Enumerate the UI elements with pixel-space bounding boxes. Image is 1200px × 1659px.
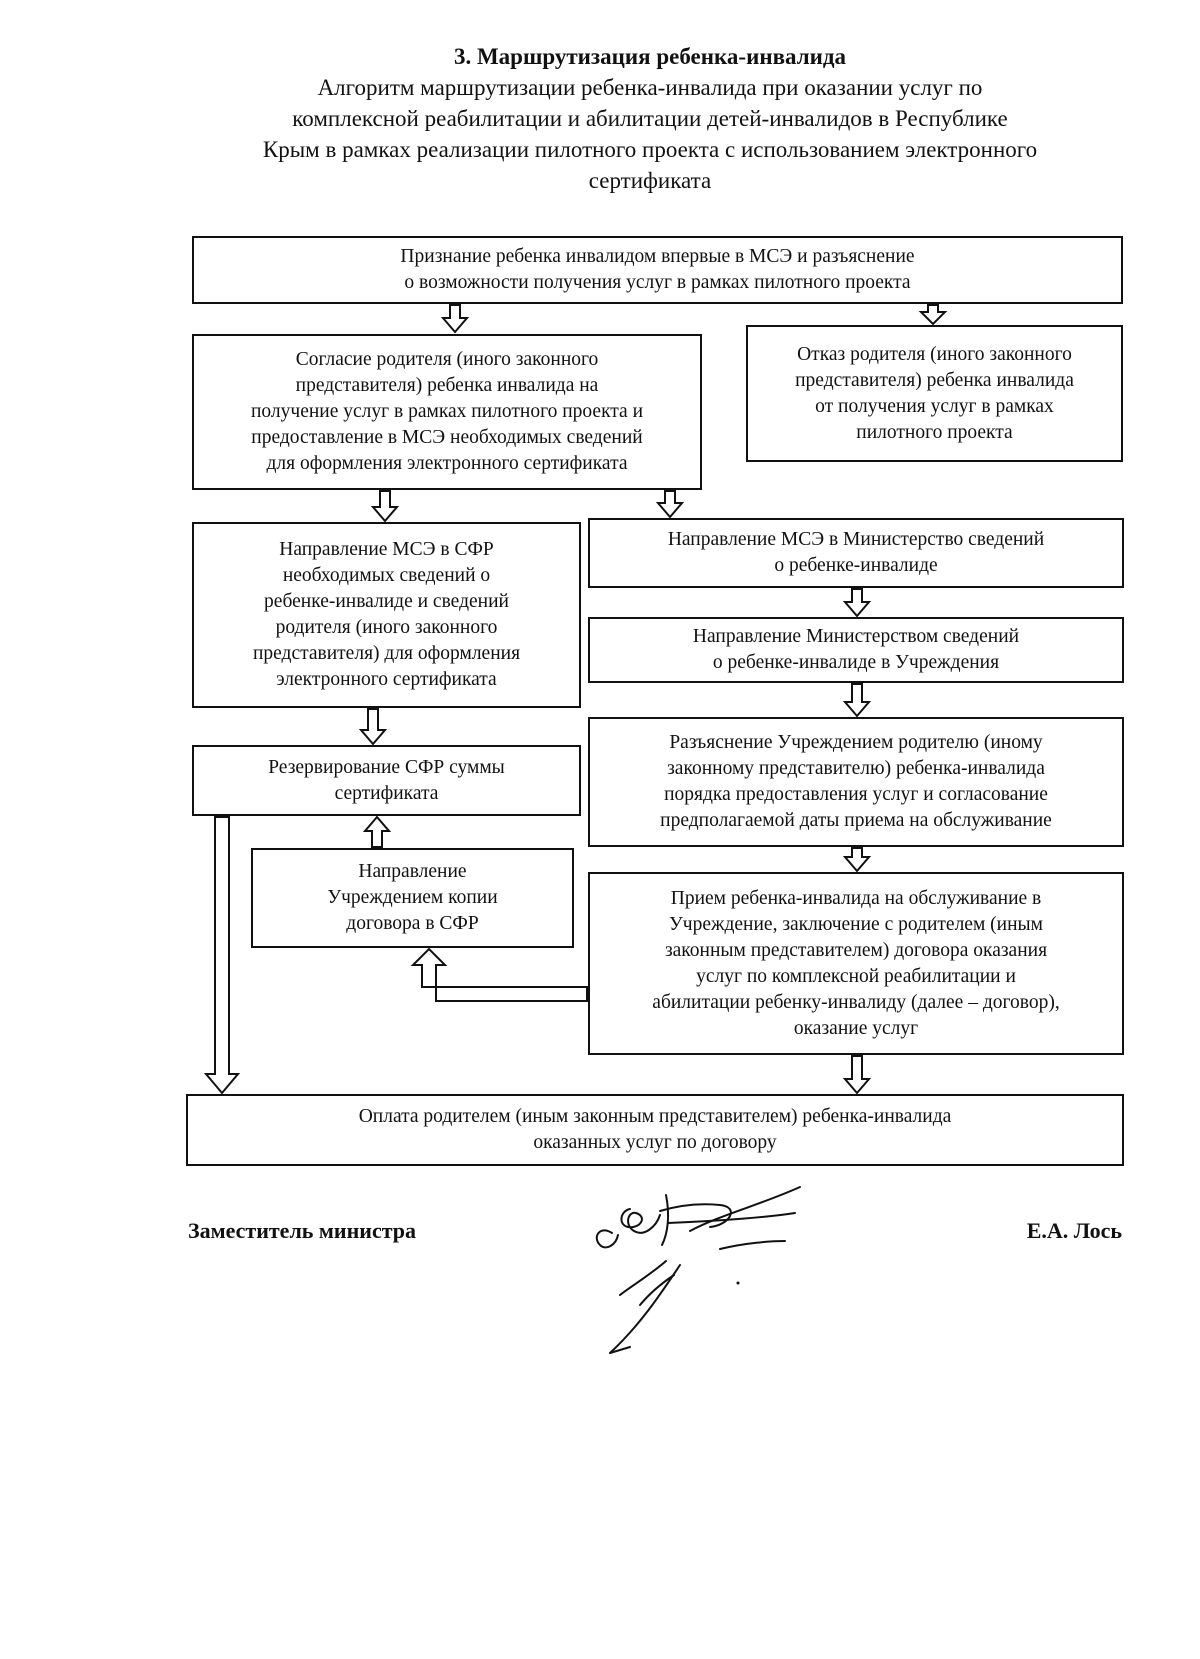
signatory-position: Заместитель министра	[188, 1218, 417, 1243]
box-consent: Согласие родителя (иного законного представителя) ребенка инвалида на получение услуг в рамках пилотного проекта и предоставление в МСЭ необходимых сведений для оформления электронного сертификата	[192, 334, 702, 490]
box-mse-to-ministry: Направление МСЭ в Министерство сведений о ребенке-инвалиде	[588, 518, 1124, 588]
arrow-recognition-to-refusal	[921, 305, 945, 324]
arrow-contract-to-reservation	[365, 817, 389, 847]
box-recognition: Признание ребенка инвалидом впервые в МСЭ и разъяснение о возможности получения услуг в рамках пилотного проекта	[192, 236, 1123, 304]
arrow-explanation-to-admission	[845, 848, 869, 871]
section-title: 3. Маршрутизация ребенка-инвалида	[453, 44, 847, 69]
subtitle-line-1: Алгоритм маршрутизации ребенка-инвалида при оказании услуг по	[317, 75, 983, 100]
arrow-admission-to-contract	[413, 949, 587, 1001]
box-contract-copy: Направление Учреждением копии договора в СФР	[251, 848, 574, 948]
subtitle-line-2: комплексной реабилитации и абилитации детей-инвалидов в Республике	[292, 106, 1008, 131]
box-reservation: Резервирование СФР суммы сертификата	[192, 745, 581, 816]
signatory-name: Е.А. Лось	[1026, 1218, 1122, 1243]
box-ministry-to-institutions: Направление Министерством сведений о ребенке-инвалиде в Учреждения	[588, 617, 1124, 683]
arrow-consent-to-mse-sfr	[373, 491, 397, 521]
document-heading	[140, 42, 1160, 196]
arrow-ministry-1	[845, 589, 869, 616]
handwritten-signature	[570, 1175, 850, 1355]
box-admission: Прием ребенка-инвалида на обслуживание в Учреждение, заключение с родителем (иным законным представителем) договора оказания услуг по комплексной реабилитации и абилитации ребенку-инвалиду (далее – договор), оказание услуг	[588, 872, 1124, 1055]
box-refusal: Отказ родителя (иного законного представителя) ребенка инвалида от получения услуг в рамках пилотного проекта	[746, 325, 1123, 462]
arrow-recognition-to-consent	[443, 305, 467, 332]
subtitle-line-4: сертификата	[588, 168, 712, 193]
arrow-admission-to-payment	[845, 1056, 869, 1093]
subtitle-line-3: Крым в рамках реализации пилотного проекта с использованием электронного	[262, 137, 1038, 162]
arrow-consent-to-mse-ministry	[658, 491, 682, 517]
box-payment: Оплата родителем (иным законным представителем) ребенка-инвалида оказанных услуг по договору	[186, 1094, 1124, 1166]
box-mse-to-sfr: Направление МСЭ в СФР необходимых сведений о ребенке-инвалиде и сведений родителя (иного законного представителя) для оформления электронного сертификата	[192, 522, 581, 708]
box-explanation: Разъяснение Учреждением родителю (иному законному представителю) ребенка-инвалида порядка предоставления услуг и согласование предполагаемой даты приема на обслуживание	[588, 717, 1124, 847]
arrow-reservation-to-payment	[206, 817, 238, 1093]
arrow-ministry-2	[845, 684, 869, 716]
arrow-mse-sfr-to-reservation	[361, 709, 385, 744]
